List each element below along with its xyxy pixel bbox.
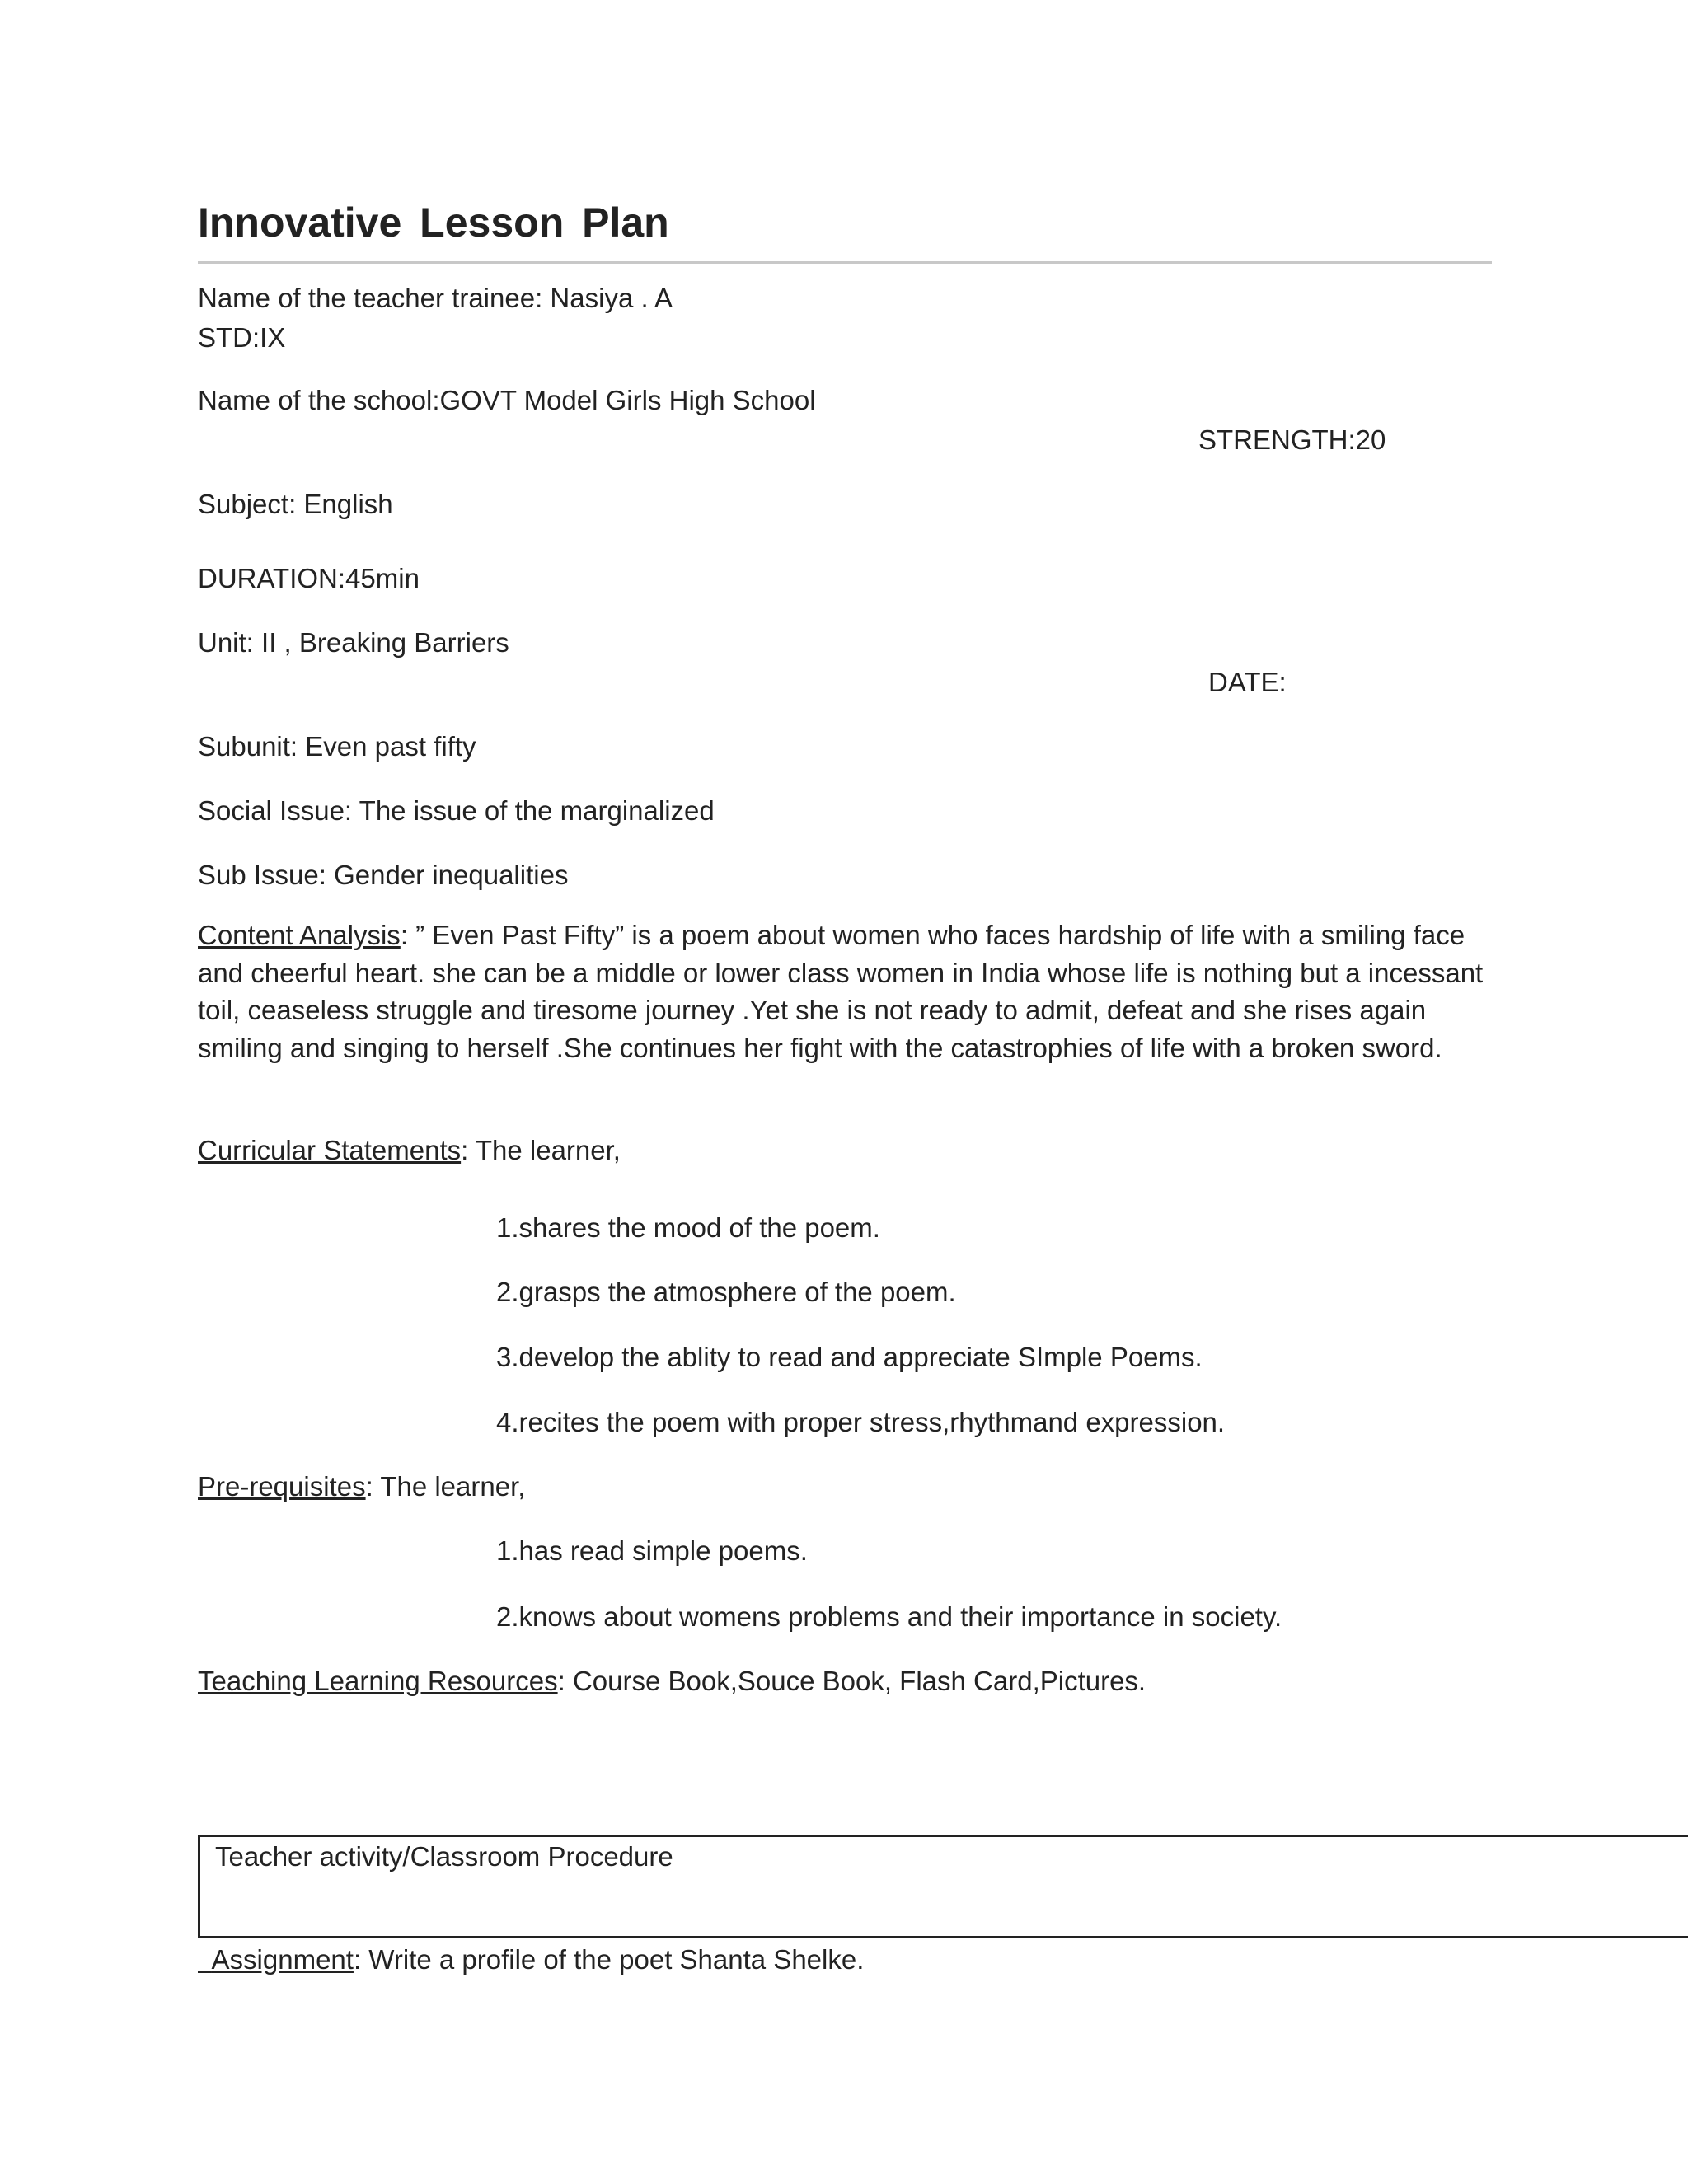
school-line [198,384,816,417]
school-label: Name of the school: [198,385,440,415]
title-divider [198,261,1492,264]
date-line: DATE: [1208,667,1287,697]
curricular-item: 3.develop the ablity to read and appreciate SImple Poems. [496,1342,1203,1372]
curricular-item: 1.shares the mood of the poem. [496,1212,880,1243]
pre-requisites-suffix: : The learner, [365,1471,526,1502]
pre-requisites-heading [198,1470,525,1503]
unit-line: Unit: II , Breaking Barriers [198,627,509,658]
subunit-line: Subunit: Even past fifty [198,731,476,762]
assignment-suffix: : Write a profile of the poet Shanta Shelke. [353,1944,865,1975]
resources-label: Teaching Learning Resources [198,1666,558,1696]
subject-line: Subject: English [198,489,393,519]
school-value: GOVT Model Girls High School [439,385,816,415]
curricular-item: 2.grasps the atmosphere of the poem. [496,1277,956,1307]
content-analysis-label: Content Analysis [198,920,401,950]
curricular-item: 4.recites the poem with proper stress,rhythmand expression. [496,1407,1226,1437]
procedure-table [198,1835,1688,1938]
curricular-statements-heading [198,1134,621,1167]
procedure-label: Teacher activity/Classroom Procedure [215,1841,673,1872]
strength-line: STRENGTH:20 [1198,424,1386,455]
assignment-label: Assignment [211,1944,354,1975]
social-issue-line: Social Issue: The issue of the marginalized [198,795,715,826]
content-analysis-paragraph [198,916,1492,1066]
resources-line [198,1665,1146,1698]
duration-line: DURATION:45min [198,563,420,593]
curricular-statements-label: Curricular Statements [198,1135,462,1165]
page-title: Innovative Lesson Plan [198,199,669,246]
std-line: STD:IX [198,322,286,353]
content-analysis-text: : ” Even Past Fifty” is a poem about women who faces hardship of life with a smiling face and cheerful heart. she can be a middle or lower class women in India whose life is nothing but a incessant toil, ceaseless struggle and tiresome journey .Yet she is not ready to admit, defeat and she rises again smiling and singing to herself .She continues her fight with the catastrophies of life with a broken sword. [198,920,1484,1063]
sub-issue-line: Sub Issue: Gender inequalities [198,860,569,890]
pre-requisites-label: Pre-requisites [198,1471,366,1502]
teacher-trainee-line [198,282,673,315]
teacher-trainee-label: Name of the teacher trainee: [198,283,543,313]
pre-requisite-item: 2.knows about womens problems and their importance in society. [496,1601,1282,1632]
resources-suffix: : Course Book,Souce Book, Flash Card,Pictures. [557,1666,1146,1696]
pre-requisite-item: 1.has read simple poems. [496,1535,808,1566]
teacher-trainee-value: Nasiya . A [550,283,673,313]
curricular-statements-suffix: : The learner, [461,1135,621,1165]
assignment-line [198,1943,864,1976]
